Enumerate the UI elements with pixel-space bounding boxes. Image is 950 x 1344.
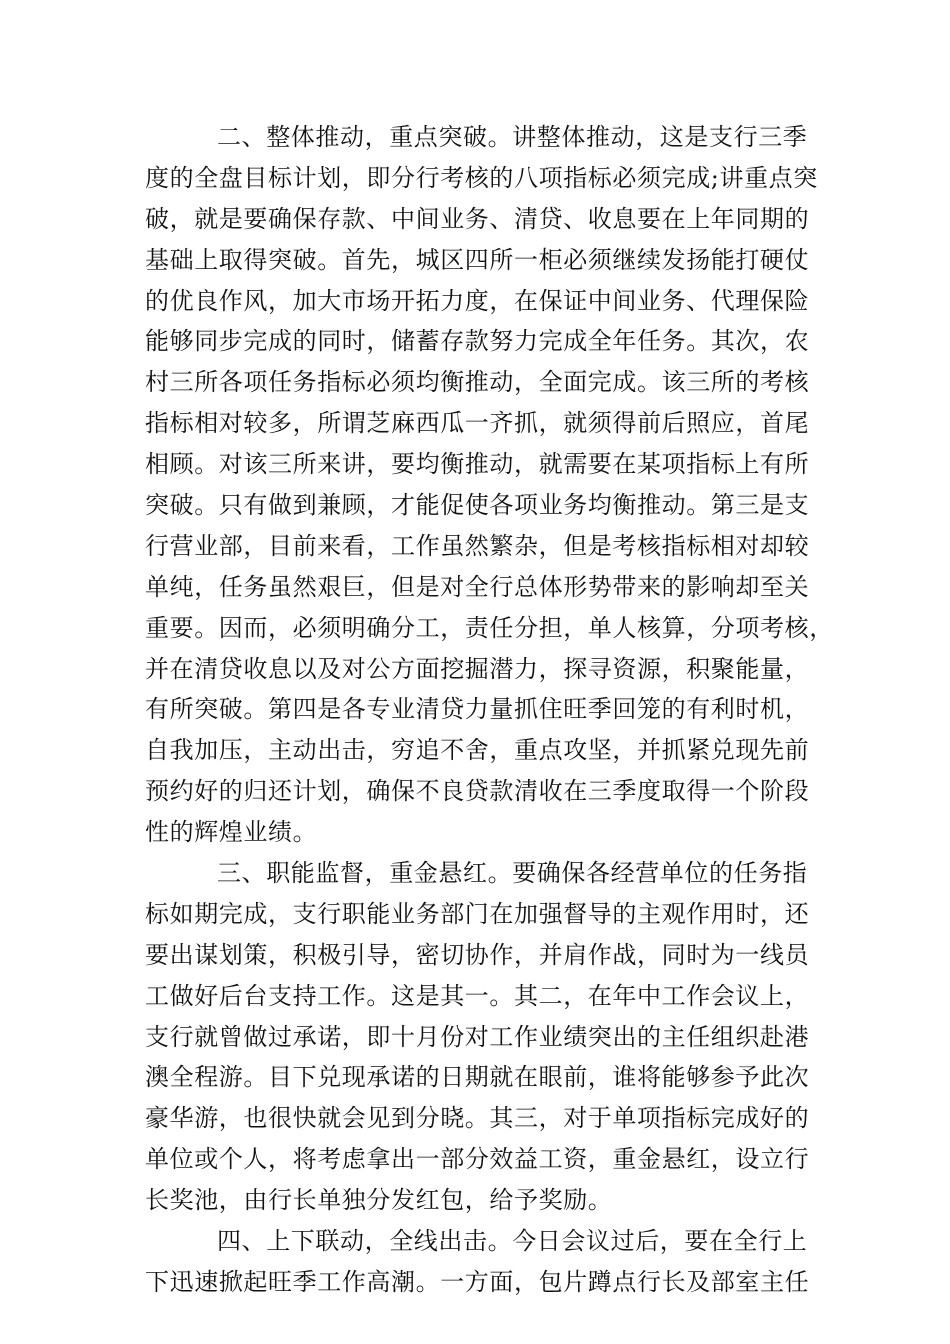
text-line: 预约好的归还计划，确保不良贷款清收在三季度取得一个阶段 [145, 777, 810, 806]
paragraph-4 [145, 1221, 810, 1303]
text-line: 豪华游，也很快就会见到分晓。其三，对于单项指标完成好的 [145, 1104, 810, 1133]
document-body [145, 117, 834, 1303]
text-line: 突破。只有做到兼顾，才能促使各项业务均衡推动。第三是支 [145, 491, 810, 520]
text-line: 重要。因而，必须明确分工，责任分担，单人核算，分项考核， [145, 613, 834, 642]
text-line: 自我加压，主动出击，穷追不舍，重点攻坚，并抓紧兑现先前 [145, 736, 810, 765]
text-line: 四、上下联动，全线出击。今日会议过后，要在全行上 [217, 1227, 808, 1256]
text-line: 单位或个人，将考虑拿出一部分效益工资，重金悬红，设立行 [145, 1145, 810, 1174]
text-line: 能够同步完成的同时，储蓄存款努力完成全年任务。其次，农 [145, 327, 810, 356]
text-line: 单纯，任务虽然艰巨，但是对全行总体形势带来的影响却至关 [145, 572, 810, 601]
text-line: 澳全程游。目下兑现承诺的日期就在眼前，谁将能够参予此次 [145, 1063, 810, 1092]
text-line: 性的辉煌业绩。 [145, 818, 318, 847]
paragraph-2 [145, 117, 834, 853]
text-line: 长奖池，由行长单独分发红包，给予奖励。 [145, 1186, 613, 1215]
paragraph-3 [145, 853, 810, 1221]
text-line: 二、整体推动，重点突破。讲整体推动，这是支行三季 [217, 123, 808, 151]
text-line: 要出谋划策，积极引导，密切协作，并肩作战，同时为一线员 [145, 940, 810, 969]
text-line: 三、职能监督，重金悬红。要确保各经营单位的任务指 [217, 859, 808, 888]
text-line: 行营业部，目前来看，工作虽然繁杂，但是考核指标相对却较 [145, 531, 810, 560]
text-line: 的优良作风，加大市场开拓力度，在保证中间业务、代理保险 [145, 286, 810, 315]
text-line: 有所突破。第四是各专业清贷力量抓住旺季回笼的有利时机， [145, 695, 810, 724]
text-line: 度的全盘目标计划，即分行考核的八项指标必须完成;讲重点突 [145, 163, 818, 192]
text-line: 村三所各项任务指标必须均衡推动，全面完成。该三所的考核 [145, 368, 810, 397]
text-line: 下迅速掀起旺季工作高潮。一方面，包片蹲点行长及部室主任 [145, 1267, 810, 1296]
text-line: 指标相对较多，所谓芝麻西瓜一齐抓，就须得前后照应，首尾 [145, 409, 810, 438]
text-line: 破，就是要确保存款、中间业务、清贷、收息要在上年同期的 [145, 204, 810, 233]
text-line: 基础上取得突破。首先，城区四所一柜必须继续发扬能打硬仗 [145, 245, 810, 274]
text-line: 相顾。对该三所来讲，要均衡推动，就需要在某项指标上有所 [145, 450, 810, 479]
text-line: 支行就曾做过承诺，即十月份对工作业绩突出的主任组织赴港 [145, 1022, 810, 1051]
text-line: 工做好后台支持工作。这是其一。其二，在年中工作会议上， [145, 981, 810, 1010]
text-line: 并在清贷收息以及对公方面挖掘潜力，探寻资源，积聚能量， [145, 654, 810, 683]
text-line: 标如期完成，支行职能业务部门在加强督导的主观作用时，还 [145, 899, 810, 928]
